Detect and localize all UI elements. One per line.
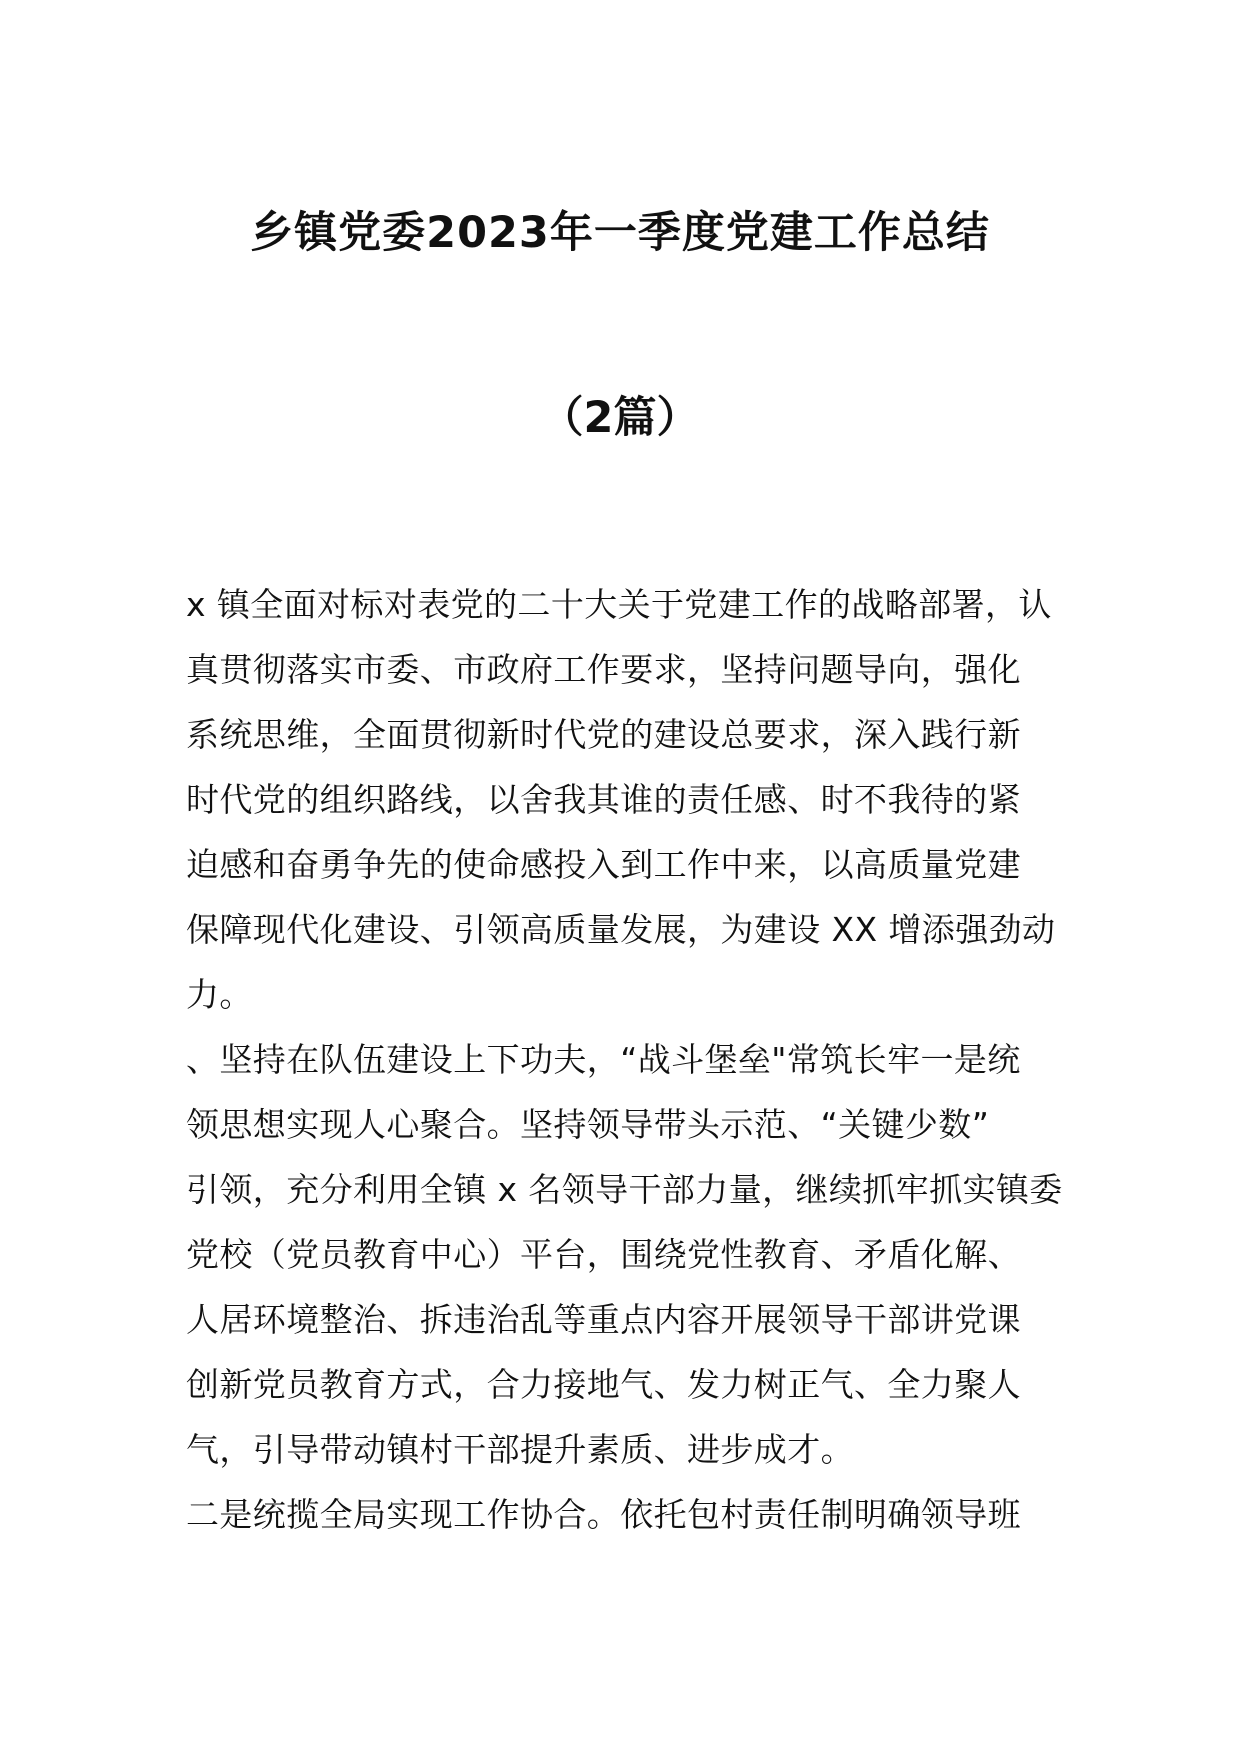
text-line: 迫感和奋勇争先的使命感投入到工作中来，以高质量党建 bbox=[186, 845, 1021, 884]
text-line: 人居环境整治、拆违治乱等重点内容开展领导干部讲党课 bbox=[186, 1300, 1021, 1339]
document-title: 乡镇党委2023年一季度党建工作总结 bbox=[250, 208, 990, 258]
text-line: 气，引导带动镇村干部提升素质、进步成才。 bbox=[186, 1430, 854, 1469]
text-line: 引领，充分利用全镇 x 名领导干部力量，继续抓牢抓实镇委 bbox=[186, 1170, 1063, 1209]
text-line: 创新党员教育方式，合力接地气、发力树正气、全力聚人 bbox=[186, 1365, 1021, 1404]
text-line: 真贯彻落实市委、市政府工作要求，坚持问题导向，强化 bbox=[186, 650, 1021, 689]
text-line: 力。 bbox=[186, 975, 253, 1014]
text-line: 保障现代化建设、引领高质量发展，为建设 XX 增添强劲动 bbox=[186, 910, 1056, 949]
body-text bbox=[186, 572, 1063, 1547]
text-line: 领思想实现人心聚合。坚持领导带头示范、“关键少数” bbox=[186, 1105, 990, 1144]
text-line: 时代党的组织路线，以舍我其谁的责任感、时不我待的紧 bbox=[186, 780, 1021, 819]
text-line: 系统思维，全面贯彻新时代党的建设总要求，深入践行新 bbox=[186, 715, 1021, 754]
text-line: x 镇全面对标对表党的二十大关于党建工作的战略部署，认 bbox=[186, 585, 1052, 624]
text-line: 、坚持在队伍建设上下功夫，“战斗堡垒"常筑长牢一是统 bbox=[186, 1040, 1021, 1079]
text-line: 二是统揽全局实现工作协合。依托包村责任制明确领导班 bbox=[186, 1495, 1021, 1534]
document-subtitle: （2篇） bbox=[540, 393, 700, 443]
text-line: 党校（党员教育中心）平台，围绕党性教育、矛盾化解、 bbox=[186, 1235, 1021, 1274]
